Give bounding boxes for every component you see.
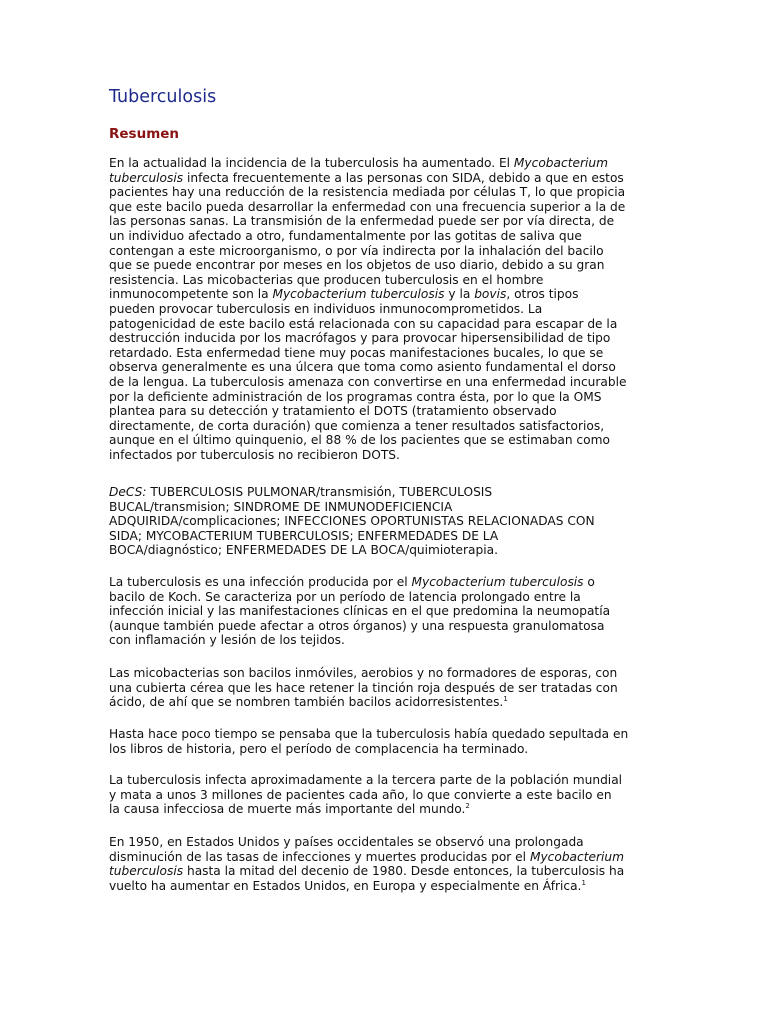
text-line: con inflamación y lesión de los tejidos. xyxy=(109,633,345,648)
text-line: Las micobacterias son bacilos inmóviles, aerobios y no formadores de esporas, con xyxy=(109,666,618,680)
text-line: observa generalmente es una úlcera que toma como asiento fundamental el dorso xyxy=(109,360,616,375)
body-paragraph-4 xyxy=(109,773,661,832)
italic-term: Mycobacterium tuberculosis xyxy=(411,575,584,589)
text-line: infectados por tuberculosis no recibieron DOTS. xyxy=(109,447,400,462)
text-line: infección inicial y las manifestaciones clínicas en el que predomina la neumopatía xyxy=(109,604,611,619)
text-line: por la deficiente administración de los programas contra ésta, por lo que la OMS xyxy=(109,389,602,404)
italic-term: Mycobacterium xyxy=(529,849,624,864)
paragraph-text xyxy=(109,727,661,756)
text-line: disminución de las tasas de infecciones y muertes producidas por el Mycobacterium xyxy=(109,849,624,864)
text-line: que este bacilo pueda desarrollar la enfermedad con una frecuencia superior a la de xyxy=(109,199,626,214)
document-title: Tuberculosis xyxy=(109,87,217,107)
text-line: resistencia. Las micobacterias que producen tuberculosis en el hombre xyxy=(109,272,544,287)
text-line: las personas sanas. La transmisión de la enfermedad puede ser por vía directa, de xyxy=(109,214,615,229)
italic-term: Mycobacterium tuberculosis xyxy=(272,287,445,302)
text-line: La tuberculosis es una infección producida por el Mycobacterium tuberculosis o xyxy=(109,575,595,589)
citation-superscript: 1 xyxy=(581,878,586,887)
text-line: una cubierta cérea que les hace retener la tinción roja después de ser tratadas con xyxy=(109,680,618,695)
decs-keywords xyxy=(109,485,661,573)
citation-superscript: 1 xyxy=(503,695,508,704)
text-line: de la lengua. La tuberculosis amenaza con convertirse en una enfermedad incurable xyxy=(109,374,627,389)
text-line: ADQUIRIDA/complicaciones; INFECCIONES OPORTUNISTAS RELACIONADAS CON xyxy=(109,514,595,529)
text-line: un individuo afectado a otro, fundamentalmente por las gotitas de saliva que xyxy=(109,228,582,243)
text-line: aunque en el último quinquenio, el 88 % de los pacientes que se estimaban como xyxy=(109,433,610,448)
text-line: directamente, de corta duración) que comienza a tener resultados satisfactorios, xyxy=(109,418,605,433)
text-line: plantea para su detección y tratamiento el DOTS (tratamiento observado xyxy=(109,404,557,419)
italic-term: tuberculosis xyxy=(109,170,184,185)
text-line: BUCAL/transmision; SINDROME DE INMUNODEFICIENCIA xyxy=(109,499,453,514)
document-page xyxy=(109,86,661,893)
text-line: En 1950, en Estados Unidos y países occidentales se observó una prolongada xyxy=(109,835,584,849)
italic-term: DeCS: xyxy=(109,485,147,499)
text-line: ácido, de ahí que se nombren también bacilos acidorresistentes.$^1$ xyxy=(109,695,508,710)
italic-term: tuberculosis xyxy=(109,864,184,879)
text-line: vuelto ha aumentar en Estados Unidos, en Europa y especialmente en África.$^1$ xyxy=(109,878,586,893)
italic-term: bovis xyxy=(474,287,507,302)
body-paragraph-2 xyxy=(109,666,661,725)
body-paragraph-5 xyxy=(109,835,661,908)
section-heading-resumen: Resumen xyxy=(109,126,180,142)
text-line: destrucción inducida por los macrófagos y para provocar hipersensibilidad de tipo xyxy=(109,331,611,346)
text-line: patogenicidad de este bacilo está relacionada con su capacidad para escapar de la xyxy=(109,316,618,331)
abstract-paragraph xyxy=(109,156,661,477)
paragraph-text xyxy=(109,575,661,648)
text-line: que se puede encontrar por meses en los objetos de uso diario, debido a su gran xyxy=(109,258,605,273)
body-paragraph-1 xyxy=(109,575,661,663)
abstract-text xyxy=(109,156,661,462)
text-line: (aunque también puede afectar a otros órganos) y una respuesta granulomatosa xyxy=(109,618,605,633)
text-line: tuberculosis infecta frecuentemente a las personas con SIDA, debido a que en estos xyxy=(109,170,624,185)
citation-superscript: 2 xyxy=(465,802,470,811)
text-line: bacilo de Koch. Se caracteriza por un período de latencia prolongado entre la xyxy=(109,589,581,604)
text-line: contengan a este microorganismo, o por vía indirecta por la inhalación del bacilo xyxy=(109,243,604,258)
body-paragraph-3 xyxy=(109,727,661,771)
italic-term: Mycobacterium xyxy=(513,156,608,170)
paragraph-text xyxy=(109,835,661,893)
text-line: inmunocompetente son la Mycobacterium tuberculosis y la bovis, otros tipos xyxy=(109,287,579,302)
text-line: La tuberculosis infecta aproximadamente a la tercera parte de la población mundial xyxy=(109,773,623,787)
text-line: BOCA/diagnóstico; ENFERMEDADES DE LA BOCA/quimioterapia. xyxy=(109,543,498,558)
text-line: tuberculosis hasta la mitad del decenio de 1980. Desde entonces, la tuberculosis ha xyxy=(109,864,625,879)
text-line: Hasta hace poco tiempo se pensaba que la tuberculosis había quedado sepultada en xyxy=(109,727,629,741)
text-line: los libros de historia, pero el período de complacencia ha terminado. xyxy=(109,741,529,756)
text-line: pacientes hay una reducción de la resistencia mediada por células T, lo que propicia xyxy=(109,185,626,200)
text-line: y mata a unos 3 millones de pacientes cada año, lo que convierte a este bacilo en xyxy=(109,787,612,802)
text-line: la causa infecciosa de muerte más importante del mundo.$^2$ xyxy=(109,802,470,817)
decs-text xyxy=(109,485,661,558)
text-line: SIDA; MYCOBACTERIUM TUBERCULOSIS; ENFERMEDADES DE LA xyxy=(109,528,499,543)
text-line: retardado. Esta enfermedad tiene muy pocas manifestaciones bucales, lo que se xyxy=(109,345,604,360)
text-line: DeCS: TUBERCULOSIS PULMONAR/transmisión, TUBERCULOSIS xyxy=(109,485,493,499)
paragraph-text xyxy=(109,773,661,817)
text-line: pueden provocar tuberculosis en individuos inmunocomprometidos. La xyxy=(109,301,543,316)
paragraph-text xyxy=(109,666,661,710)
text-line: En la actualidad la incidencia de la tuberculosis ha aumentado. El Mycobacterium xyxy=(109,156,608,170)
